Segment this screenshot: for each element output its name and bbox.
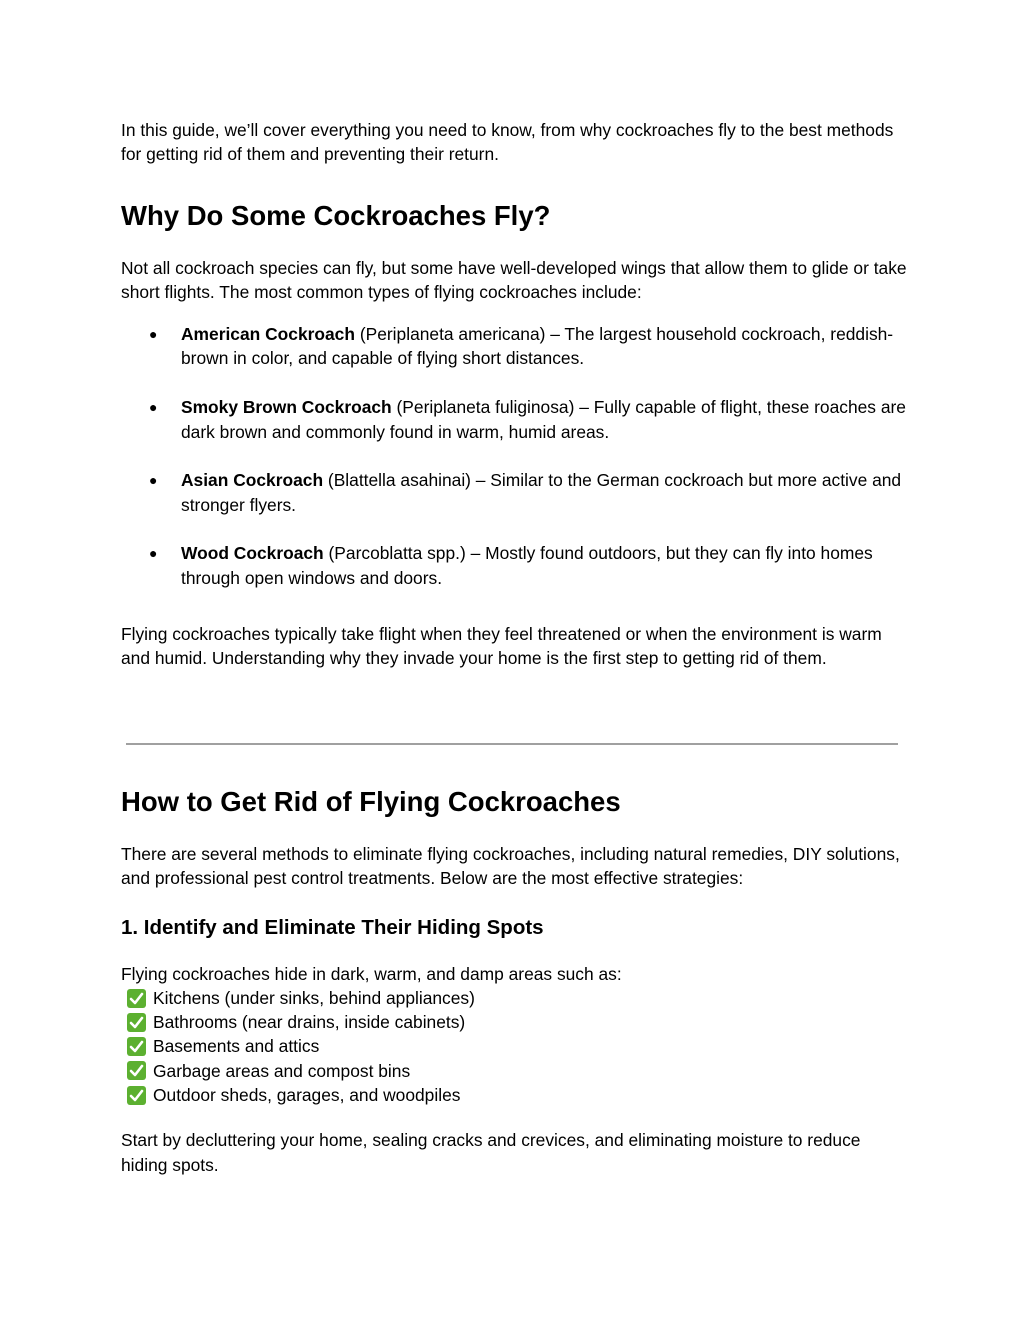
species-description: (Blattella asahinai) – Similar to the German cockroach but more active and stronger flyers.: [181, 470, 902, 515]
hiding-spot-text: Garbage areas and compost bins: [153, 1060, 411, 1081]
species-name: Wood Cockroach: [181, 543, 324, 564]
bullet-icon: ●: [149, 472, 158, 489]
rid-section: [121, 785, 911, 1177]
bullet-icon: ●: [149, 545, 158, 562]
list-item: [121, 395, 911, 444]
list-item: [121, 986, 911, 1010]
bullet-icon: ●: [149, 326, 158, 343]
check-mark-icon: [127, 1013, 146, 1032]
hiding-spots-list: [121, 986, 911, 1107]
species-list: [121, 322, 911, 590]
list-item: [121, 322, 911, 371]
species-name: American Cockroach: [181, 324, 355, 345]
species-description: (Parcoblatta spp.) – Mostly found outdoors, but they can fly into homes through open windows and doors.: [181, 543, 873, 588]
list-item: [121, 1083, 911, 1107]
species-description: (Periplaneta fuliginosa) – Fully capable of flight, these roaches are dark brown and commonly found in warm, humid areas.: [181, 397, 906, 442]
species-name: Smoky Brown Cockroach: [181, 397, 392, 418]
hiding-spot-text: Basements and attics: [153, 1036, 320, 1057]
intro-paragraph: In this guide, we’ll cover everything you need to know, from why cockroaches fly to the best methods for getting rid of them and preventing their return.: [121, 120, 894, 165]
species-description: (Periplaneta americana) – The largest household cockroach, reddish-brown in color, and capable of flying short distances.: [181, 324, 894, 369]
list-item: [121, 1059, 911, 1083]
check-mark-icon: [127, 1037, 146, 1056]
why-paragraph: Not all cockroach species can fly, but some have well-developed wings that allow them to glide or take short flights. The most common types of flying cockroaches include:: [121, 257, 907, 302]
document-body: [121, 118, 911, 671]
horizontal-divider: [126, 743, 898, 745]
hiding-spot-text: Outdoor sheds, garages, and woodpiles: [153, 1085, 461, 1106]
list-item: [121, 468, 911, 517]
methods-paragraph: There are several methods to eliminate flying cockroaches, including natural remedies, DIY solutions, and professional pest control treatments. Below are the most effective strategies:: [121, 844, 900, 889]
list-item: [121, 541, 911, 590]
check-mark-icon: [127, 1061, 146, 1080]
check-mark-icon: [127, 1086, 146, 1105]
start-paragraph: Start by decluttering your home, sealing cracks and crevices, and eliminating moisture to reduce hiding spots.: [121, 1130, 861, 1175]
hiding-spot-text: Kitchens (under sinks, behind appliances): [153, 987, 475, 1008]
list-item: [121, 1034, 911, 1058]
check-mark-icon: [127, 989, 146, 1008]
flying-paragraph: Flying cockroaches typically take flight when they feel threatened or when the environment is warm and humid. Understanding why they invade your home is the first step to getting rid of them.: [121, 624, 882, 669]
list-item: [121, 1010, 911, 1034]
identify-subheading: 1. Identify and Eliminate Their Hiding Spots: [121, 915, 544, 939]
hiding-intro: Flying cockroaches hide in dark, warm, and damp areas such as:: [121, 963, 622, 984]
species-name: Asian Cockroach: [181, 470, 324, 491]
why-heading: Why Do Some Cockroaches Fly?: [121, 199, 551, 231]
hiding-spot-text: Bathrooms (near drains, inside cabinets): [153, 1012, 466, 1033]
rid-heading: How to Get Rid of Flying Cockroaches: [121, 786, 621, 817]
bullet-icon: ●: [149, 399, 158, 416]
